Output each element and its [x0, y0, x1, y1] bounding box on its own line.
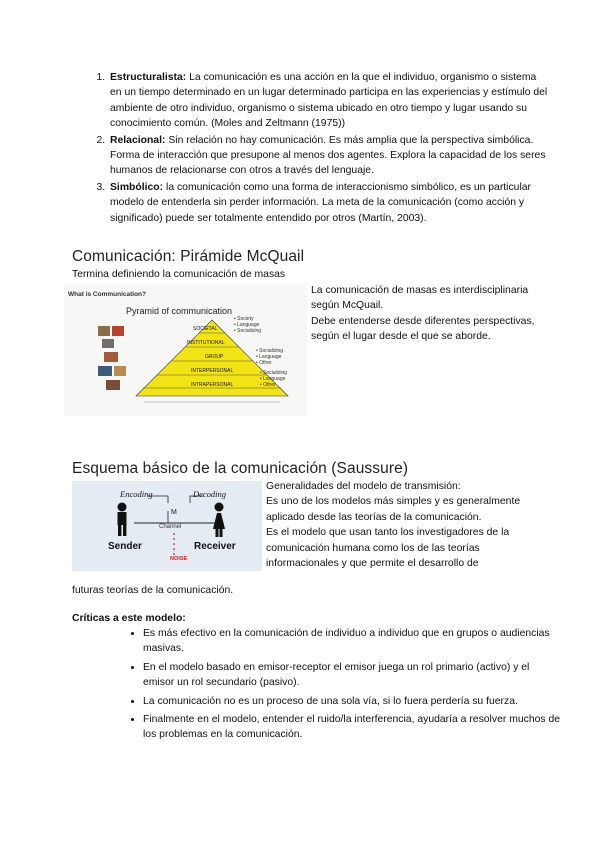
critics-title: Críticas a este modelo: [72, 613, 186, 624]
section-heading-mcquail: Comunicación: Pirámide McQuail [72, 248, 305, 265]
list-item: • Finalmente en el modelo, entender el ruido/la interferencia, ayudaría a resolver muchos de los problemas en la comunicación. [143, 712, 563, 743]
list-item: 3. Simbólico: la comunicación como una forma de interaccionismo simbólico, es un particular modelo de entenderla sin perder información. La meta de la comunicación (como acción y significado) puede ser totalmente entendido por otros (Martín, 2003). [108, 180, 548, 226]
theories-list [88, 70, 548, 227]
list-item: • Es más efectivo en la comunicación de individuo a individuo que en grupos o audiencias masivas. [143, 626, 563, 657]
mcquail-description: La comunicación de masas es interdisciplinaria según McQuail. Debe entenderse desde diferentes perspectivas, según el lugar desde el que se aborde. [311, 285, 535, 343]
list-item: 2. Relacional: Sin relación no hay comunicación. Es más amplia que la perspectiva simbólica. Forma de interacción que presupone al menos dos agentes. Explora la capacidad de los seres humanos de relacionarse con otros a través del lenguaje. [108, 133, 548, 179]
list-item: 1. Estructuralista: La comunicación es una acción en la que el individuo, organismo o sistema en un tiempo determinado en un lugar determinado participa en las experiencias y estímulo del ambiente de otro individuo, organismo o sistema ubicado en otro tiempo y lugar usando su conocimiento común. (Moles and Zeltmann (1975)) [108, 70, 548, 132]
list-item: • En el modelo basado en emisor-receptor el emisor juega un rol primario (activo) y el emisor un rol secundario (pasivo). [143, 660, 563, 691]
critics-list [125, 626, 563, 746]
transmission-model-continuation: futuras teorías de la comunicación. [72, 585, 234, 596]
transmission-model-text: Generalidades del modelo de transmisión: Es uno de los modelos más simples y es generalmente aplicado desde las teorías de la comunicación. Es el modelo que usan tanto los investigadores de la comunicación humana como los de las teorías informacionales y que permite el desarrollo de [266, 481, 521, 570]
transmission-diagram: Encoding Decoding M Channel NOISE Sender Receiver [72, 481, 262, 571]
list-item: • La comunicación no es un proceso de una sola vía, si lo fuera perdería su fuerza. [143, 694, 563, 709]
section-heading-saussure: Esquema básico de la comunicación (Saussure) [72, 460, 409, 477]
section-subtitle: Termina definiendo la comunicación de masas [72, 269, 286, 280]
pyramid-figure: What is Communication? Pyramid of communication SOCIETAL INSTITUTIONAL GROUP INTERPERSONAL INTRAPERSONAL • Society • Language • Socializing • Socializing • Language • Other • Socializing • Language • Other [64, 284, 307, 416]
